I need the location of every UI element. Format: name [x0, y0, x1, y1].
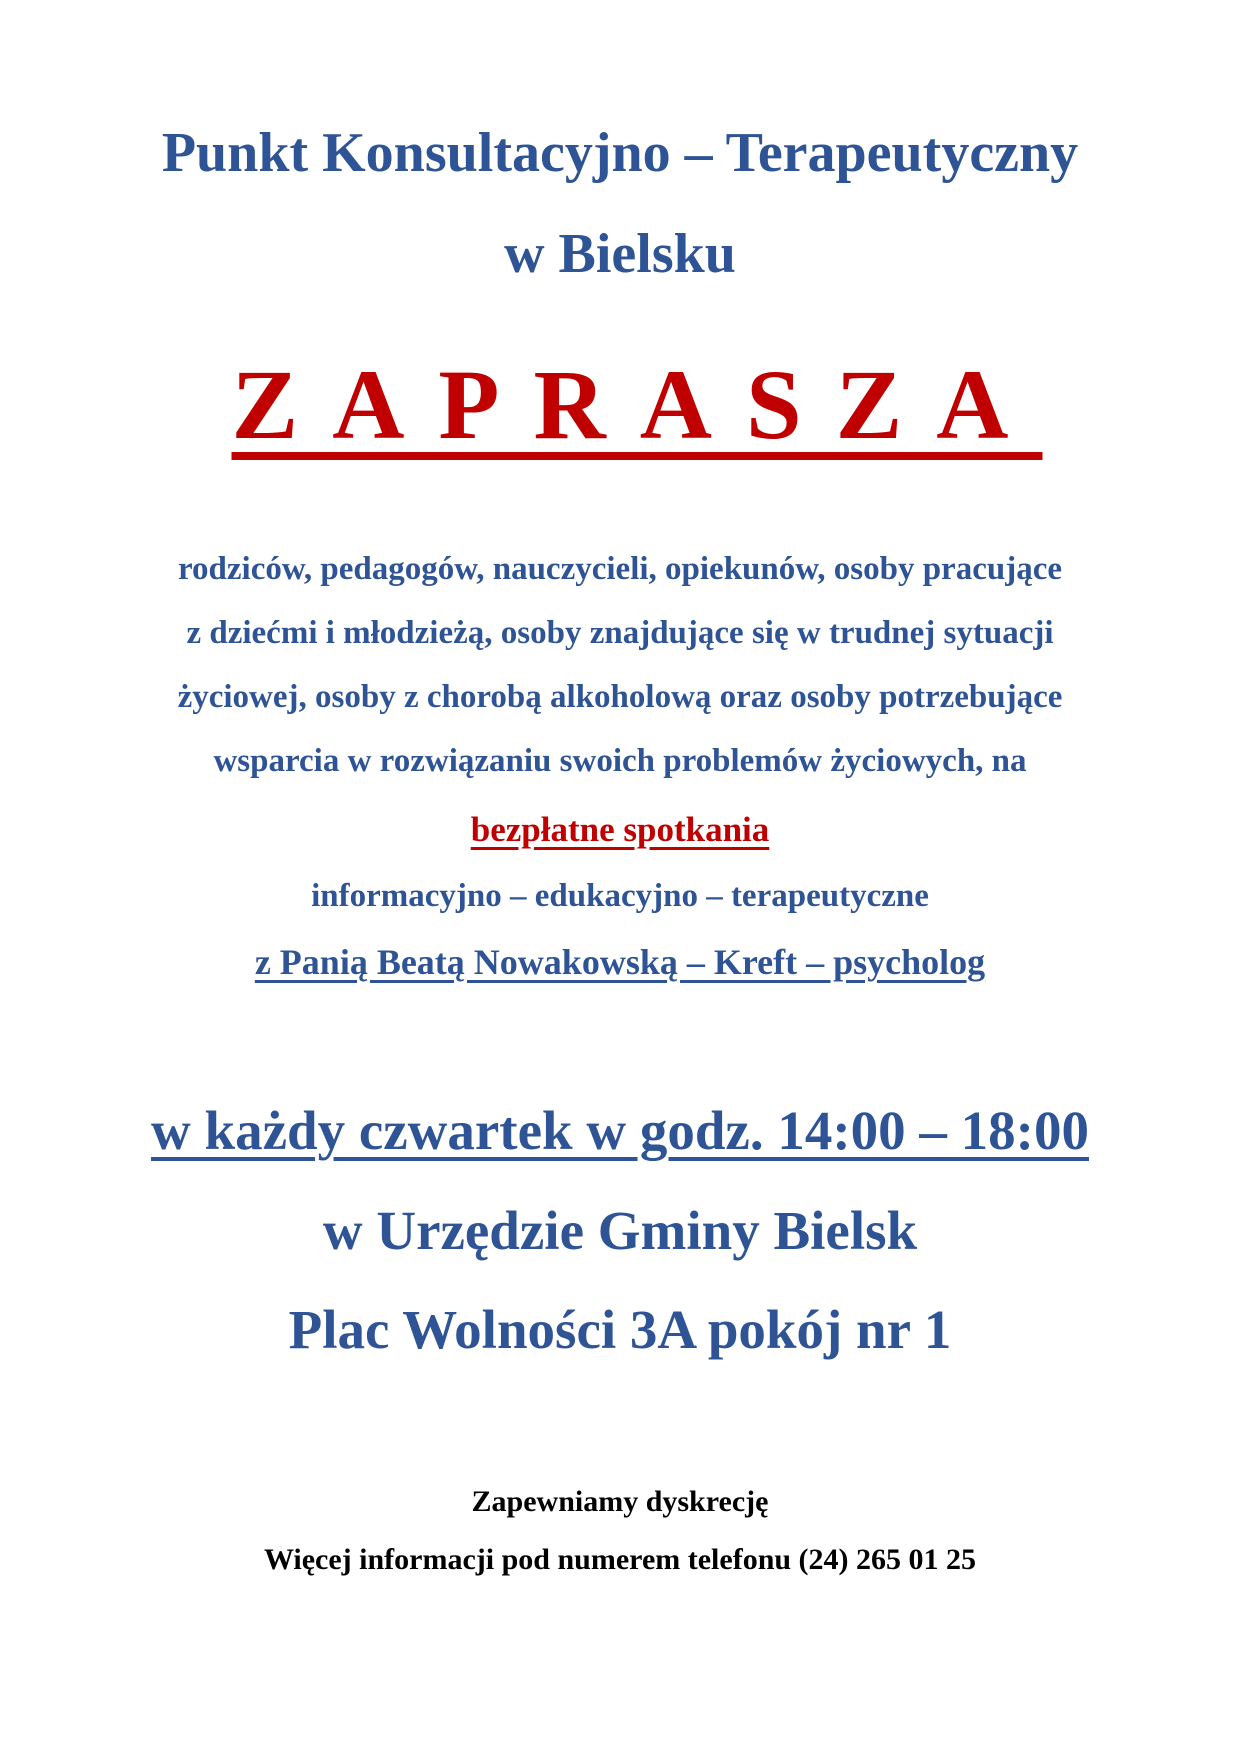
- body-line-3: życiowej, osoby z chorobą alkoholową oraz osoby potrzebujące: [177, 679, 1063, 715]
- schedule-address: Plac Wolności 3A pokój nr 1: [288, 1299, 952, 1360]
- contact-info: Więcej informacji pod numerem telefonu (24) 265 01 25: [263, 1543, 977, 1576]
- schedule-time: w każdy czwartek w godz. 14:00 – 18:00: [151, 1100, 1089, 1161]
- headline: ZAPRASZA: [231, 349, 1043, 460]
- free-meetings-container: [0, 812, 1240, 847]
- free-meetings-highlight: bezpłatne spotkania: [470, 810, 770, 849]
- specialist-name: z Panią Beatą Nowakowską – Kreft – psycholog: [254, 942, 986, 982]
- discretion-note: Zapewniamy dyskrecję: [471, 1485, 769, 1518]
- title-line-1: Punkt Konsultacyjno – Terapeutyczny: [161, 122, 1079, 184]
- schedule-place: w Urzędzie Gminy Bielsk: [322, 1200, 918, 1261]
- body-line-4: wsparcia w rozwiązaniu swoich problemów życiowych, na: [213, 743, 1027, 779]
- schedule-container: [0, 1100, 1240, 1161]
- body-line-1: rodziców, pedagogów, nauczycieli, opiekunów, osoby pracujące: [177, 551, 1062, 587]
- title-line-2: w Bielsku: [504, 223, 736, 285]
- body-line-2: z dziećmi i młodzieżą, osoby znajdujące się w trudnej sytuacji: [186, 615, 1054, 651]
- body-line-6: informacyjno – edukacyjno – terapeutyczne: [311, 878, 929, 914]
- specialist-container: [0, 944, 1240, 980]
- headline-container: [0, 349, 1240, 460]
